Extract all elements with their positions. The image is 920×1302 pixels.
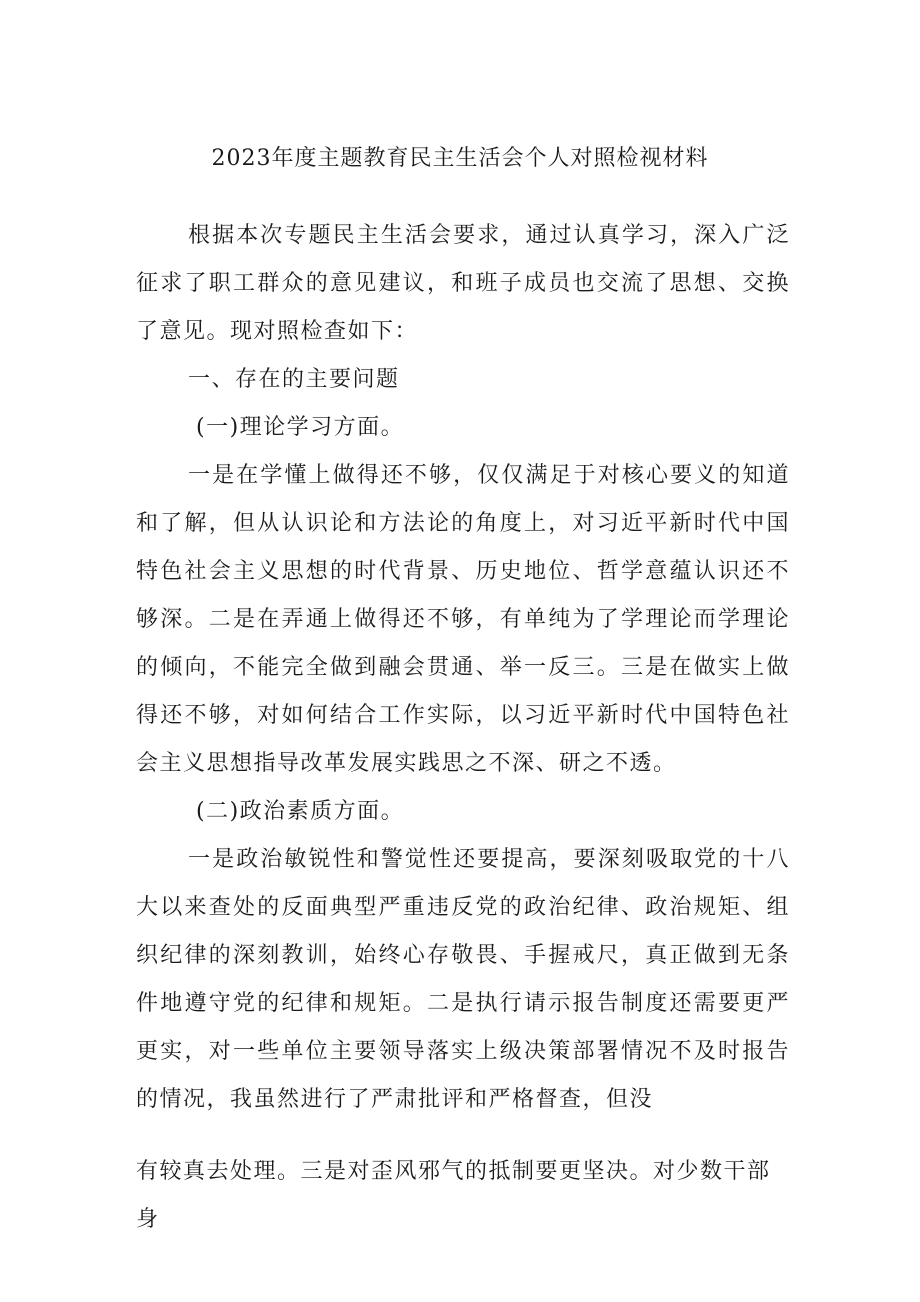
intro-paragraph: 根据本次专题民主生活会要求，通过认真学习，深入广泛征求了职工群众的意见建议，和班子成员也交流了思想、交换了意见。现对照检查如下： [136, 223, 790, 344]
continuation-line: 有较真去处理。三是对歪风邪气的抵制要更坚决。对少数干部身 [136, 1159, 771, 1232]
politics-paragraph: 一是政治敏锐性和警觉性还要提高，要深刻吸取党的十八大以来查处的反面典型严重违反党的政治纪律、政治规矩、组织纪律的深刻教训，始终心存敬畏、手握戒尺，真正做到无条件地遵守党的纪律和规矩。二是执行请示报告制度还需要更严更实，对一些单位主要领导落实上级决策部署情况不及时报告的情况，我虽然进行了严肃批评和严格督查，但没 [136, 847, 790, 1112]
theory-paragraph: 一是在学懂上做得还不够，仅仅满足于对核心要义的知道和了解，但从认识论和方法论的角度上，对习近平新时代中国特色社会主义思想的时代背景、历史地位、哲学意蕴认识还不够深。二是在弄通上做得还不够，有单纯为了学理论而学理论的倾向，不能完全做到融会贯通、举一反三。三是在做实上做得还不够，对如何结合工作实际，以习近平新时代中国特色社会主义思想指导改革发展实践思之不深、研之不透。 [136, 463, 790, 776]
subsection-heading-politics: (二)政治素质方面。 [196, 799, 405, 824]
document-body [136, 212, 790, 1124]
subsection-heading-theory: (一)理论学习方面。 [196, 415, 405, 440]
section-heading-problems: 一、存在的主要问题 [188, 367, 400, 392]
document-title: 2023年度主题教育民主生活会个人对照检视材料 [211, 146, 709, 171]
